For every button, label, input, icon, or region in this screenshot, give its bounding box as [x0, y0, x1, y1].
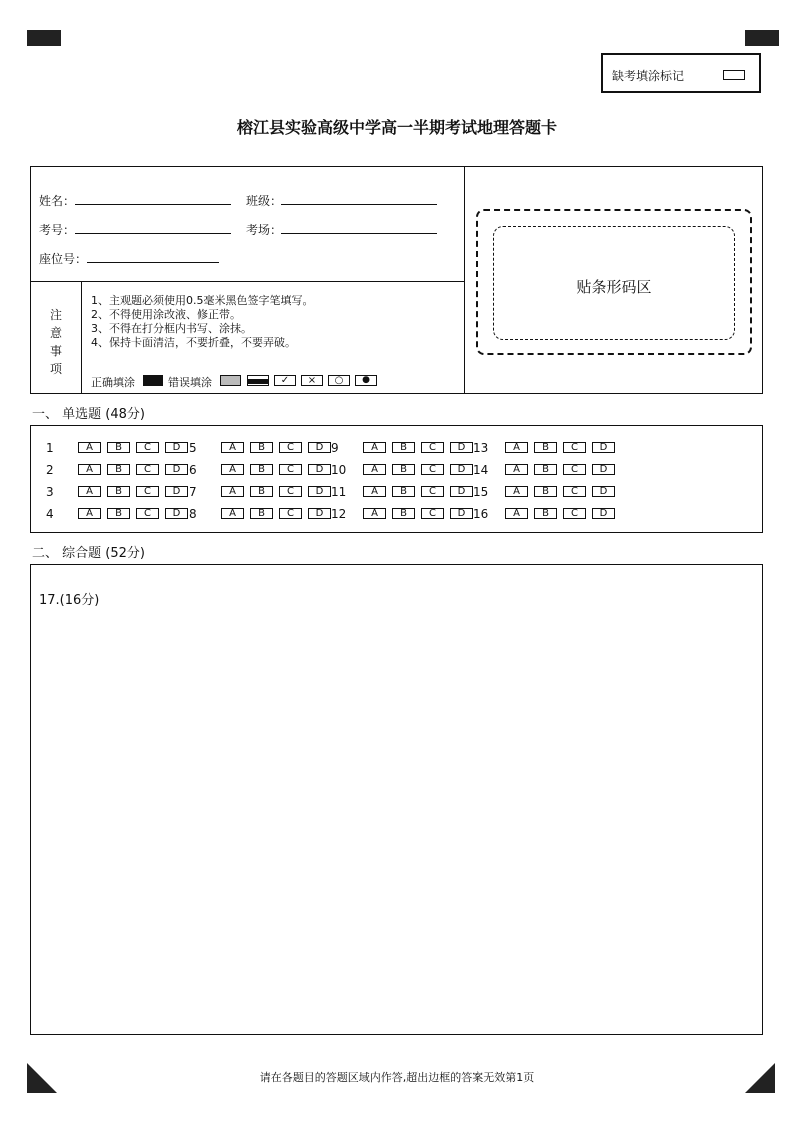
notice-rule: 4、保持卡面清洁，不要折叠，不要弄破。	[91, 336, 296, 349]
answer-bubble-b[interactable]: B	[534, 508, 557, 519]
answer-bubble-a[interactable]: A	[363, 442, 386, 453]
answer-bubble-d[interactable]: D	[165, 442, 188, 453]
absent-mark-bubble[interactable]	[723, 70, 745, 80]
question-number: 16	[473, 507, 489, 521]
answer-bubble-c[interactable]: C	[421, 442, 444, 453]
question-number: 15	[473, 485, 489, 499]
answer-bubble-b[interactable]: B	[392, 464, 415, 475]
answer-bubble-d[interactable]: D	[308, 464, 331, 475]
answer-bubble-c[interactable]: C	[136, 464, 159, 475]
answer-bubble-c[interactable]: C	[421, 464, 444, 475]
answer-bubble-d[interactable]: D	[592, 486, 615, 497]
answer-bubble-b[interactable]: B	[250, 464, 273, 475]
alignment-marker-top-right	[745, 30, 779, 46]
answer-bubble-d[interactable]: D	[308, 486, 331, 497]
multiple-choice-grid	[30, 425, 763, 533]
answer-bubble-a[interactable]: A	[363, 464, 386, 475]
class-field[interactable]	[281, 204, 437, 205]
answer-bubble-d[interactable]: D	[165, 486, 188, 497]
answer-bubble-a[interactable]: A	[221, 464, 244, 475]
answer-bubble-d[interactable]: D	[592, 464, 615, 475]
question-number: 1	[46, 441, 54, 455]
answer-bubble-d[interactable]: D	[450, 464, 473, 475]
answer-bubble-b[interactable]: B	[534, 464, 557, 475]
answer-bubble-d[interactable]: D	[450, 486, 473, 497]
section-title-comprehensive: 二、 综合题 (52分)	[32, 546, 145, 561]
notice-heading-char: 意	[49, 326, 62, 340]
notice-heading-char: 事	[49, 344, 62, 358]
answer-bubble-a[interactable]: A	[363, 486, 386, 497]
answer-bubble-a[interactable]: A	[505, 486, 528, 497]
question-number: 10	[331, 463, 347, 477]
notice-heading-char: 注	[49, 308, 62, 322]
wrong-fill-gray-swatch	[220, 375, 241, 386]
answer-bubble-c[interactable]: C	[136, 442, 159, 453]
answer-bubble-b[interactable]: B	[250, 508, 273, 519]
answer-bubble-a[interactable]: A	[221, 442, 244, 453]
answer-bubble-d[interactable]: D	[450, 508, 473, 519]
student-info-table	[30, 166, 763, 394]
answer-bubble-c[interactable]: C	[563, 508, 586, 519]
alignment-marker-top-left	[27, 30, 61, 46]
question-number: 7	[189, 485, 197, 499]
answer-bubble-a[interactable]: A	[505, 508, 528, 519]
notice-heading-char: 项	[49, 362, 62, 376]
wrong-fill-check-swatch: ✓	[274, 375, 296, 386]
answer-bubble-a[interactable]: A	[221, 508, 244, 519]
exam-number-label: 考号：	[39, 223, 76, 237]
question-number: 14	[473, 463, 489, 477]
answer-bubble-c[interactable]: C	[279, 486, 302, 497]
seat-number-field[interactable]	[87, 262, 219, 263]
section-title-single-choice: 一、 单选题 (48分)	[32, 407, 145, 422]
notice-heading	[31, 282, 82, 394]
seat-number-label: 座位号：	[39, 252, 88, 266]
answer-bubble-c[interactable]: C	[563, 486, 586, 497]
wrong-fill-circle-swatch: ○	[328, 375, 350, 386]
answer-bubble-d[interactable]: D	[450, 442, 473, 453]
question-number: 3	[46, 485, 54, 499]
answer-bubble-a[interactable]: A	[363, 508, 386, 519]
answer-bubble-d[interactable]: D	[592, 442, 615, 453]
answer-bubble-b[interactable]: B	[392, 486, 415, 497]
answer-bubble-c[interactable]: C	[279, 508, 302, 519]
question-number: 12	[331, 507, 347, 521]
barcode-area-label: 贴条形码区	[576, 278, 652, 296]
answer-bubble-b[interactable]: B	[250, 486, 273, 497]
answer-bubble-c[interactable]: C	[136, 486, 159, 497]
name-label: 姓名：	[39, 194, 76, 208]
answer-bubble-d[interactable]: D	[165, 464, 188, 475]
absent-mark-box	[601, 53, 761, 93]
answer-bubble-d[interactable]: D	[308, 442, 331, 453]
answer-bubble-c[interactable]: C	[421, 486, 444, 497]
question-number: 4	[46, 507, 54, 521]
answer-bubble-a[interactable]: A	[505, 464, 528, 475]
answer-bubble-b[interactable]: B	[250, 442, 273, 453]
question-number: 8	[189, 507, 197, 521]
notice-section	[31, 281, 464, 394]
question-number: 2	[46, 463, 54, 477]
correct-fill-label: 正确填涂	[91, 376, 135, 389]
student-info-fields	[31, 167, 465, 393]
answer-bubble-b[interactable]: B	[107, 464, 130, 475]
class-label: 班级：	[246, 194, 283, 208]
question-number: 13	[473, 441, 489, 455]
answer-bubble-a[interactable]: A	[78, 464, 101, 475]
wrong-fill-label: 错误填涂	[168, 376, 212, 389]
page-footer: 请在各题目的答题区域内作答,超出边框的答案无效第1页	[259, 1071, 535, 1084]
name-field[interactable]	[75, 204, 231, 205]
answer-bubble-c[interactable]: C	[279, 442, 302, 453]
absent-mark-label: 缺考填涂标记	[612, 69, 685, 83]
answer-bubble-b[interactable]: B	[392, 442, 415, 453]
question-number: 6	[189, 463, 197, 477]
question-number: 5	[189, 441, 197, 455]
notice-rule: 3、不得在打分框内书写、涂抹。	[91, 322, 252, 335]
answer-bubble-c[interactable]: C	[279, 464, 302, 475]
answer-bubble-a[interactable]: A	[78, 486, 101, 497]
answer-bubble-b[interactable]: B	[392, 508, 415, 519]
answer-area-q17[interactable]	[30, 564, 763, 1035]
answer-bubble-d[interactable]: D	[592, 508, 615, 519]
answer-bubble-b[interactable]: B	[107, 508, 130, 519]
exam-room-field[interactable]	[281, 233, 437, 234]
answer-bubble-a[interactable]: A	[221, 486, 244, 497]
question-number: 9	[331, 441, 339, 455]
wrong-fill-dot-swatch: ●	[355, 375, 377, 386]
answer-bubble-c[interactable]: C	[563, 464, 586, 475]
answer-bubble-c[interactable]: C	[421, 508, 444, 519]
notice-rule: 1、主观题必须使用0.5毫米黑色签字笔填写。	[91, 294, 314, 307]
answer-bubble-a[interactable]: A	[505, 442, 528, 453]
answer-bubble-b[interactable]: B	[534, 486, 557, 497]
exam-room-label: 考场：	[246, 223, 283, 237]
answer-bubble-a[interactable]: A	[78, 442, 101, 453]
exam-number-field[interactable]	[75, 233, 231, 234]
answer-bubble-d[interactable]: D	[308, 508, 331, 519]
answer-bubble-c[interactable]: C	[563, 442, 586, 453]
wrong-fill-cross-swatch: ×	[301, 375, 323, 386]
correct-fill-swatch	[143, 375, 163, 386]
answer-bubble-d[interactable]: D	[165, 508, 188, 519]
answer-bubble-b[interactable]: B	[534, 442, 557, 453]
answer-bubble-b[interactable]: B	[107, 486, 130, 497]
answer-bubble-c[interactable]: C	[136, 508, 159, 519]
wrong-fill-bar-swatch	[247, 375, 269, 386]
question-number: 11	[331, 485, 347, 499]
page-title: 榕江县实验高级中学高一半期考试地理答题卡	[236, 118, 557, 137]
answer-bubble-a[interactable]: A	[78, 508, 101, 519]
question-17-label: 17.(16分)	[39, 593, 100, 608]
answer-bubble-b[interactable]: B	[107, 442, 130, 453]
notice-rule: 2、不得使用涂改液、修正带。	[91, 308, 241, 321]
